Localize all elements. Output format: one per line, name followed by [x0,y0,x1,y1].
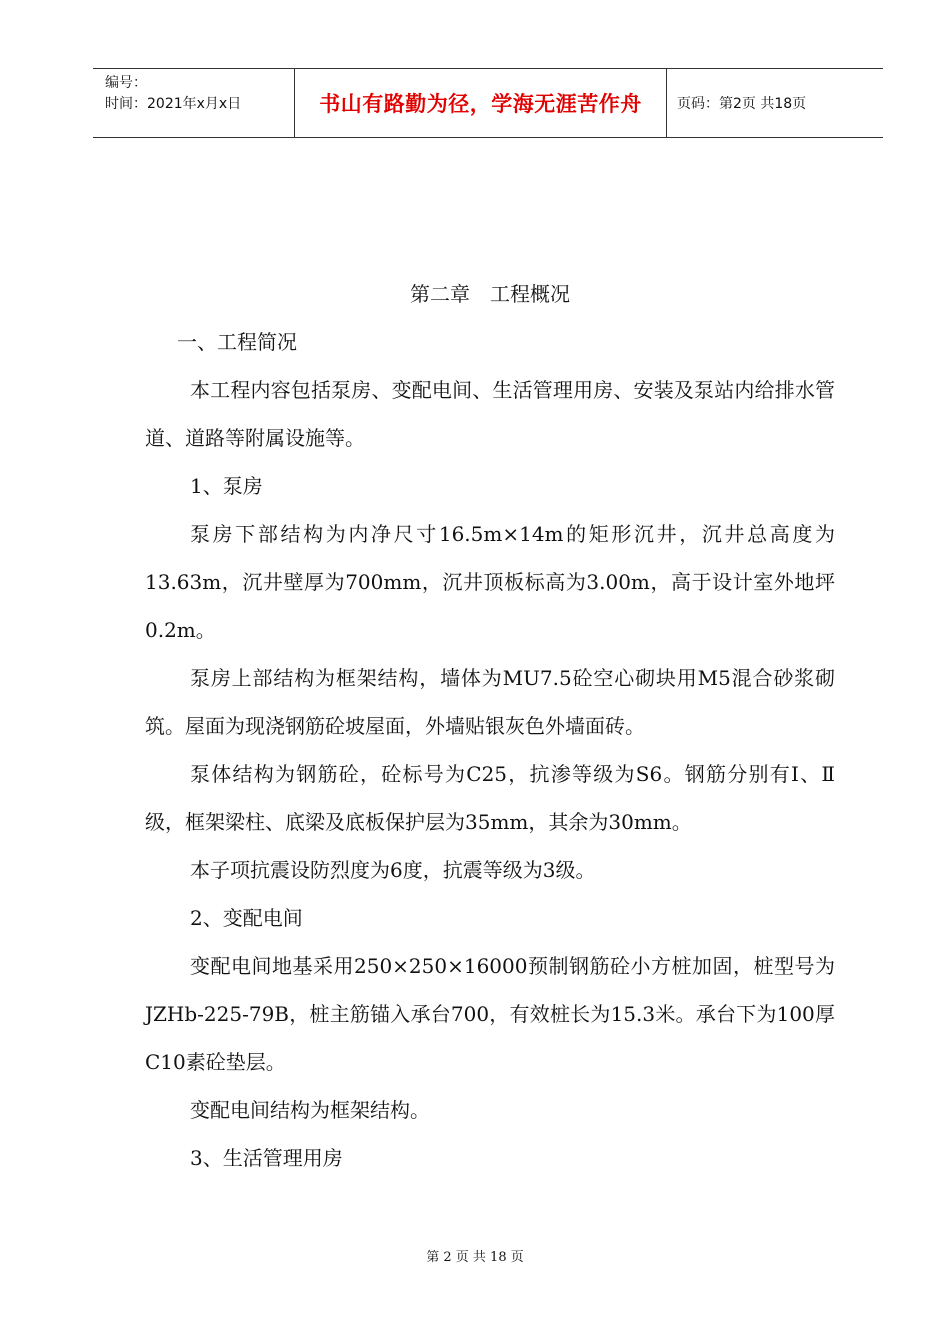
header-page-info: 页码：第2页 共18页 [677,96,807,112]
document-date: 时间：2021年x月x日 [105,96,242,112]
paragraph: 变配电间地基采用250×250×16000预制钢筋砼小方桩加固，桩型号为JZHb-225-79B，桩主筋锚入承台700，有效桩长为15.3米。承台下为100厚C10素砼垫层。 [145,954,835,1074]
chapter-title: 第二章 工程概况 [410,282,570,306]
header-motto: 书山有路勤为径，学海无涯苦作舟 [295,69,667,137]
paragraph: 变配电间结构为框架结构。 [190,1098,430,1122]
page-header [93,68,883,138]
document-body [145,270,835,1182]
page-footer: 第 2 页 共 18 页 [426,1250,524,1265]
subsection-heading: 3、生活管理用房 [190,1146,343,1170]
document-number-label: 编号： [105,75,147,91]
paragraph: 本子项抗震设防烈度为6度，抗震等级为3级。 [190,858,596,882]
paragraph: 泵房下部结构为内净尺寸16.5m×14m的矩形沉井，沉井总高度为13.63m，沉井壁厚为700mm，沉井顶板标高为3.00m，高于设计室外地坪0.2m。 [145,522,835,642]
subsection-heading: 2、变配电间 [190,906,303,930]
subsection-heading: 1、泵房 [190,474,263,498]
header-meta [93,69,295,137]
paragraph: 泵体结构为钢筋砼，砼标号为C25，抗渗等级为S6。钢筋分别有Ⅰ、Ⅱ级，框架梁柱、底梁及底板保护层为35mm，其余为30mm。 [145,762,835,834]
paragraph: 泵房上部结构为框架结构，墙体为MU7.5砼空心砌块用M5混合砂浆砌筑。屋面为现浇钢筋砼坡屋面，外墙贴银灰色外墙面砖。 [145,666,835,738]
paragraph: 本工程内容包括泵房、变配电间、生活管理用房、安装及泵站内给排水管道、道路等附属设施等。 [145,378,835,450]
section-heading: 一、工程简况 [177,330,297,354]
